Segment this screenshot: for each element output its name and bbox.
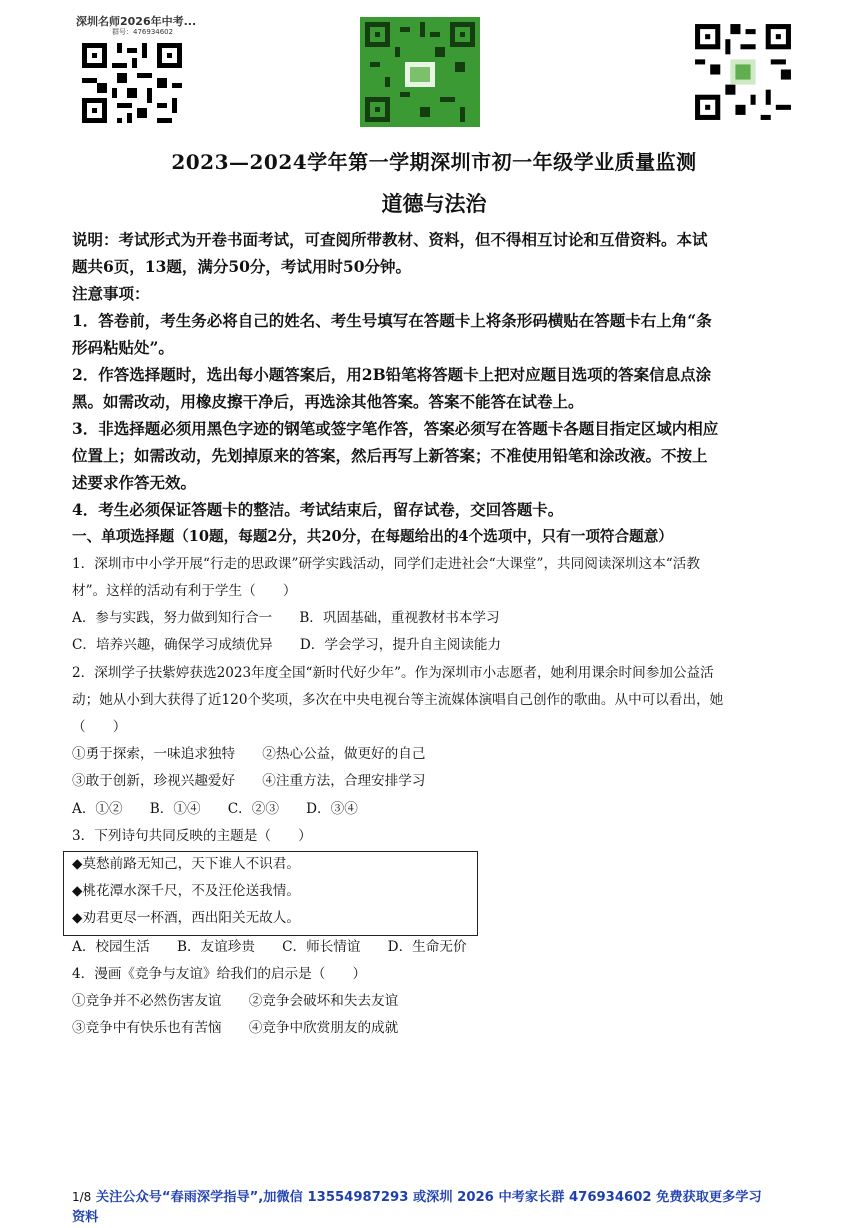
notice-1b: 形码粘贴处”。: [72, 338, 174, 357]
q2-stem-b: 动；她从小到大获得了近120个奖项，多次在中央电视台等主流媒体演唱自己创作的歌曲。从中可以看出，她: [72, 692, 724, 708]
qr-left-caption: 深圳名师2026年中考...: [76, 15, 197, 28]
q1-stem-b: 材”。这样的活动有利于学生（ ）: [72, 583, 297, 599]
qr-code-center: [360, 16, 480, 128]
q2-stem-c: （ ）: [72, 719, 127, 735]
q2-options: A．①② B．①④ C．②③ D．③④: [72, 801, 358, 817]
footer-text-b: 资料: [72, 1210, 99, 1225]
q4-stem: 4．漫画《竞争与友谊》给我们的启示是（ ）: [72, 966, 367, 982]
footer: [72, 1187, 807, 1228]
subject-title: 道德与法治: [381, 191, 487, 216]
qr-code-right: [690, 18, 796, 126]
page-number: 1/8: [72, 1190, 92, 1204]
footer-text-a: 关注公众号“春雨深学指导”,加微信 13554987293 或深圳 2026 中考家长群 476934602 免费获取更多学习: [95, 1190, 762, 1205]
q3-poem-1: ◆莫愁前路无知己，天下谁人不识君。: [72, 856, 300, 872]
q3-poem-3: ◆劝君更尽一杯酒，西出阳关无故人。: [72, 910, 300, 926]
q1-options-cd: C．培养兴趣，确保学习成绩优异 D．学会学习，提升自主阅读能力: [72, 637, 502, 653]
q3-poem-2: ◆桃花潭水深千尺，不及汪伦送我情。: [72, 883, 300, 899]
section-1-heading: 一、单项选择题（10题，每题2分，共20分，在每题给出的4个选项中，只有一项符合题意）: [72, 528, 673, 545]
notice-4: 4．考生必须保证答题卡的整洁。考试结束后，留存试卷，交回答题卡。: [72, 500, 564, 519]
notice-2b: 黑。如需改动，用橡皮擦干净后，再选涂其他答案。答案不能答在试卷上。: [72, 392, 584, 411]
notice-heading: 注意事项：: [72, 284, 150, 303]
notice-3c: 述要求作答无效。: [72, 473, 197, 492]
q2-stem-a: 2．深圳学子扶紫婷获选2023年度全国“新时代好少年”。作为深圳市小志愿者，她利用课余时间参加公益活: [72, 665, 714, 681]
instructions-line-1: 说明：考试形式为开卷书面考试，可查阅所带教材、资料，但不得相互讨论和互借资料。本试: [72, 230, 708, 249]
q4-items-34: ③竞争中有快乐也有苦恼 ④竞争中欣赏朋友的成就: [72, 1020, 399, 1036]
q3-stem: 3．下列诗句共同反映的主题是（ ）: [72, 828, 312, 844]
qr-code-left: [77, 38, 187, 128]
exam-title: 2023—2024学年第一学期深圳市初一年级学业质量监测: [171, 150, 697, 174]
notice-3a: 3．非选择题必须用黑色字迹的钢笔或签字笔作答，答案必须写在答题卡各题目指定区域内相应: [72, 419, 719, 438]
q3-options: A．校园生活 B．友谊珍贵 C．师长情谊 D．生命无价: [72, 939, 467, 955]
notice-2a: 2．作答选择题时，选出每小题答案后，用2B铅笔将答题卡上把对应题目选项的答案信息点涂: [72, 365, 712, 384]
q2-items-34: ③敢于创新，珍视兴趣爱好 ④注重方法，合理安排学习: [72, 773, 426, 789]
notice-3b: 位置上；如需改动，先划掉原来的答案，然后再写上新答案；不准使用铅笔和涂改液。不按上: [72, 446, 708, 465]
q2-items-12: ①勇于探索，一味追求独特 ②热心公益，做更好的自己: [72, 746, 426, 762]
q1-options-ab: A．参与实践，努力做到知行合一 B．巩固基础，重视教材书本学习: [72, 610, 500, 626]
instructions-line-2: 题共6页，13题，满分50分，考试用时50分钟。: [72, 257, 411, 276]
q1-stem-a: 1．深圳市中小学开展“行走的思政课”研学实践活动，同学们走进社会“大课堂”，共同阅读深圳这本“活教: [72, 556, 700, 572]
notice-1a: 1．答卷前，考生务必将自己的姓名、考生号填写在答题卡上将条形码横贴在答题卡右上角“条: [72, 311, 712, 330]
qr-left-subcaption: 群号：476934602: [112, 28, 174, 36]
q4-items-12: ①竞争并不必然伤害友谊 ②竞争会破坏和失去友谊: [72, 993, 399, 1009]
